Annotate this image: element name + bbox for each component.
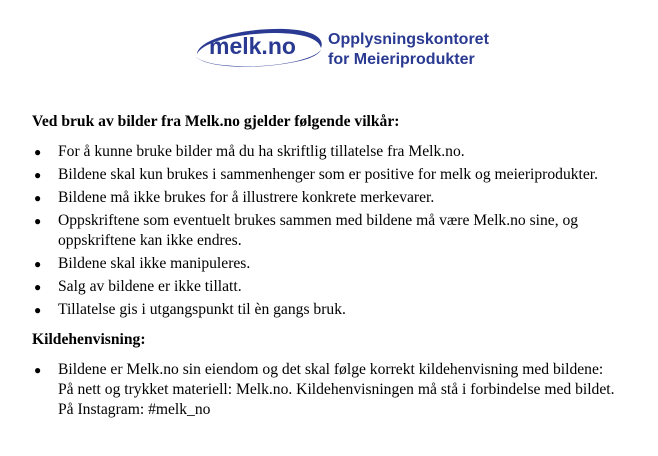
source-text-line-2: På nett og trykket materiell: Melk.no. Kildehenvisningen må stå i forbindelse med bildet. [58,381,615,398]
header-logo [185,24,495,74]
terms-list [32,142,642,320]
source-heading: Kildehenvisning: [32,331,146,348]
list-item-text: Bildene skal kun brukes i sammenhenger som er positive for melk og meieriprodukter. [58,166,599,183]
list-item-text: Tillatelse gis i utgangspunkt til èn gangs bruk. [58,301,346,318]
bullet-icon: ● [34,280,42,294]
source-list [32,360,642,420]
terms-document [32,112,642,423]
list-item-text: Bildene må ikke brukes for å illustrere konkrete merkevarer. [58,189,435,206]
list-item [32,165,642,185]
source-text-line-3: På Instagram: #melk_no [58,401,211,418]
list-item [32,211,642,251]
list-item [32,142,642,162]
list-item [32,277,642,297]
bullet-icon: ● [34,191,42,205]
bullet-icon: ● [34,303,42,317]
org-name-line-1: Opplysningskontoret [328,31,489,48]
list-item [32,188,642,208]
bullet-icon: ● [34,168,42,182]
terms-heading: Ved bruk av bilder fra Melk.no gjelder følgende vilkår: [32,113,400,130]
list-item-text: For å kunne bruke bilder må du ha skriftlig tillatelse fra Melk.no. [58,143,465,160]
source-text-line-1: Bildene er Melk.no sin eiendom og det skal følge korrekt kildehenvisning med bildene: [58,361,604,378]
bullet-icon: ● [34,257,42,271]
list-item-text: Salg av bildene er ikke tillatt. [58,278,242,295]
bullet-icon: ● [34,363,42,377]
list-item-text: Oppskriftene som eventuelt brukes sammen med bildene må være Melk.no sine, og oppskriftene kan ikke endres. [58,212,579,249]
melk-no-logo [185,24,325,74]
list-item [32,300,642,320]
bullet-icon: ● [34,214,42,228]
org-name-line-2: for Meieriprodukter [328,51,475,68]
list-item [32,360,642,420]
bullet-icon: ● [34,145,42,159]
list-item [32,254,642,274]
list-item-text: Bildene skal ikke manipuleres. [58,255,251,272]
organization-name [328,30,489,70]
logo-wordmark: melk.no [209,33,296,59]
